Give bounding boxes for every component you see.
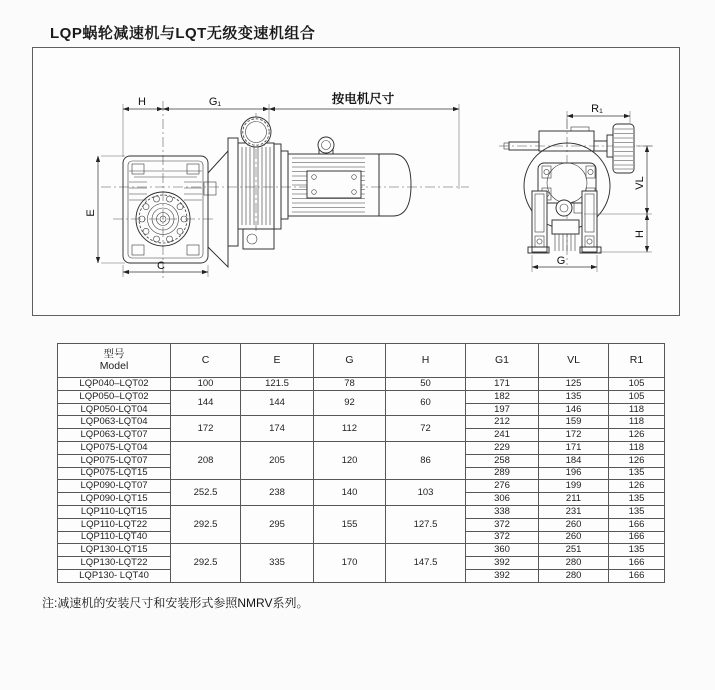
- dim-cell-r1: 166: [609, 569, 665, 582]
- table-row: [58, 416, 665, 429]
- model-cell: LQP075-LQT07: [58, 454, 171, 467]
- drawing-panel: [32, 47, 680, 316]
- dim-cell-c: 292.5: [171, 544, 241, 582]
- dim-cell-g1: 241: [466, 429, 539, 442]
- col-header-e: E: [241, 344, 314, 378]
- dim-cell-r1: 126: [609, 454, 665, 467]
- model-cell: LQP130- LQT40: [58, 569, 171, 582]
- dim-cell-r1: 126: [609, 429, 665, 442]
- dim-cell-vl: 184: [539, 454, 609, 467]
- dim-cell-g: 120: [314, 441, 386, 479]
- model-cell: LQP130-LQT22: [58, 557, 171, 570]
- dim-cell-g1: 197: [466, 403, 539, 416]
- dim-cell-c: 100: [171, 378, 241, 391]
- dim-label-e: E: [85, 209, 97, 217]
- dim-cell-g1: 306: [466, 493, 539, 506]
- dim-cell-r1: 105: [609, 378, 665, 391]
- page-title: LQP蜗轮减速机与LQT无级变速机组合: [50, 25, 316, 42]
- dim-cell-g: 155: [314, 505, 386, 543]
- dim-cell-r1: 126: [609, 480, 665, 493]
- dim-label-g: G: [556, 255, 566, 267]
- dim-cell-g1: 182: [466, 390, 539, 403]
- dim-cell-c: 172: [171, 416, 241, 442]
- col-header-model: [58, 344, 171, 378]
- left-drawing-assembly: [85, 91, 469, 281]
- dim-cell-g1: 276: [466, 480, 539, 493]
- dim-cell-r1: 166: [609, 518, 665, 531]
- dim-cell-vl: 231: [539, 505, 609, 518]
- col-header-g: G: [314, 344, 386, 378]
- dim-cell-h: 103: [386, 480, 466, 506]
- right-drawing-side-view: [499, 103, 656, 272]
- dim-label-c: C: [157, 260, 165, 272]
- col-header-h: H: [386, 344, 466, 378]
- table-row: [58, 441, 665, 454]
- model-cell: LQP050-LQT04: [58, 403, 171, 416]
- dim-label-h-right: H: [634, 230, 646, 238]
- dim-cell-e: 144: [241, 390, 314, 416]
- model-header-en: Model: [99, 359, 129, 372]
- model-cell: LQP040–LQT02: [58, 378, 171, 391]
- dim-cell-h: 127.5: [386, 505, 466, 543]
- dim-cell-g1: 360: [466, 544, 539, 557]
- dim-cell-e: 205: [241, 441, 314, 479]
- dim-cell-g: 92: [314, 390, 386, 416]
- motor-eye-bolt: [318, 137, 334, 153]
- dim-cell-g1: 392: [466, 557, 539, 570]
- table-body: [58, 378, 665, 583]
- dim-cell-g: 78: [314, 378, 386, 391]
- model-cell: LQP130-LQT15: [58, 544, 171, 557]
- dim-label-vl: VL: [634, 176, 646, 190]
- dim-cell-c: 208: [171, 441, 241, 479]
- dim-cell-vl: 135: [539, 390, 609, 403]
- dim-cell-h: 147.5: [386, 544, 466, 582]
- dim-cell-e: 238: [241, 480, 314, 506]
- model-cell: LQP110-LQT40: [58, 531, 171, 544]
- dim-cell-r1: 135: [609, 544, 665, 557]
- dim-cell-r1: 118: [609, 441, 665, 454]
- dim-cell-g1: 372: [466, 531, 539, 544]
- dim-cell-c: 144: [171, 390, 241, 416]
- dim-cell-g1: 171: [466, 378, 539, 391]
- dim-cell-c: 252.5: [171, 480, 241, 506]
- col-header-vl: VL: [539, 344, 609, 378]
- footnote: 注:减速机的安装尺寸和安装形式参照NMRV系列。: [42, 596, 309, 610]
- table-row: [58, 480, 665, 493]
- dim-cell-vl: 280: [539, 557, 609, 570]
- dim-cell-r1: 135: [609, 467, 665, 480]
- dim-cell-vl: 171: [539, 441, 609, 454]
- motor-size-label: 按电机尺寸: [331, 92, 395, 106]
- dim-cell-c: 292.5: [171, 505, 241, 543]
- col-header-c: C: [171, 344, 241, 378]
- dim-cell-e: 335: [241, 544, 314, 582]
- dim-cell-r1: 135: [609, 493, 665, 506]
- dim-cell-r1: 135: [609, 505, 665, 518]
- dim-cell-g: 112: [314, 416, 386, 442]
- table-row: [58, 505, 665, 518]
- dim-label-r1: R₁: [591, 103, 603, 115]
- dim-cell-g1: 212: [466, 416, 539, 429]
- dim-cell-h: 60: [386, 390, 466, 416]
- dim-cell-vl: 196: [539, 467, 609, 480]
- model-cell: LQP063-LQT04: [58, 416, 171, 429]
- dim-cell-vl: 260: [539, 531, 609, 544]
- dim-cell-g1: 289: [466, 467, 539, 480]
- dim-cell-r1: 166: [609, 531, 665, 544]
- table-header-row: [58, 344, 665, 378]
- dim-cell-g1: 372: [466, 518, 539, 531]
- dim-cell-h: 86: [386, 441, 466, 479]
- dim-cell-vl: 260: [539, 518, 609, 531]
- table-row: [58, 378, 665, 391]
- table-row: [58, 544, 665, 557]
- dim-cell-h: 72: [386, 416, 466, 442]
- dim-label-h-left: H: [138, 96, 146, 108]
- dim-cell-vl: 280: [539, 569, 609, 582]
- dim-cell-vl: 251: [539, 544, 609, 557]
- model-cell: LQP110-LQT15: [58, 505, 171, 518]
- dim-cell-g1: 338: [466, 505, 539, 518]
- speed-adjust-handwheel: [613, 124, 634, 173]
- dim-cell-r1: 118: [609, 403, 665, 416]
- dim-cell-g1: 258: [466, 454, 539, 467]
- model-cell: LQP090-LQT07: [58, 480, 171, 493]
- dim-cell-h: 50: [386, 378, 466, 391]
- dim-cell-r1: 166: [609, 557, 665, 570]
- dim-cell-e: 174: [241, 416, 314, 442]
- dim-label-g1: G₁: [208, 96, 222, 108]
- dim-cell-g: 140: [314, 480, 386, 506]
- technical-drawing: [33, 48, 679, 315]
- dim-cell-vl: 211: [539, 493, 609, 506]
- dim-cell-r1: 105: [609, 390, 665, 403]
- dimension-table: [57, 343, 665, 583]
- model-cell: LQP075-LQT15: [58, 467, 171, 480]
- dim-cell-e: 121.5: [241, 378, 314, 391]
- col-header-r1: R1: [609, 344, 665, 378]
- model-cell: LQP110-LQT22: [58, 518, 171, 531]
- model-cell: LQP090-LQT15: [58, 493, 171, 506]
- dim-cell-vl: 159: [539, 416, 609, 429]
- dim-cell-g1: 229: [466, 441, 539, 454]
- model-cell: LQP050–LQT02: [58, 390, 171, 403]
- dim-cell-e: 295: [241, 505, 314, 543]
- dim-cell-g1: 392: [466, 569, 539, 582]
- model-cell: LQP063-LQT07: [58, 429, 171, 442]
- dim-cell-g: 170: [314, 544, 386, 582]
- model-header-cn: 型号: [103, 348, 125, 361]
- model-cell: LQP075-LQT04: [58, 441, 171, 454]
- dim-cell-vl: 172: [539, 429, 609, 442]
- dim-cell-vl: 146: [539, 403, 609, 416]
- dim-cell-vl: 125: [539, 378, 609, 391]
- dim-cell-vl: 199: [539, 480, 609, 493]
- table-row: [58, 390, 665, 403]
- dim-cell-r1: 118: [609, 416, 665, 429]
- col-header-g1: G1: [466, 344, 539, 378]
